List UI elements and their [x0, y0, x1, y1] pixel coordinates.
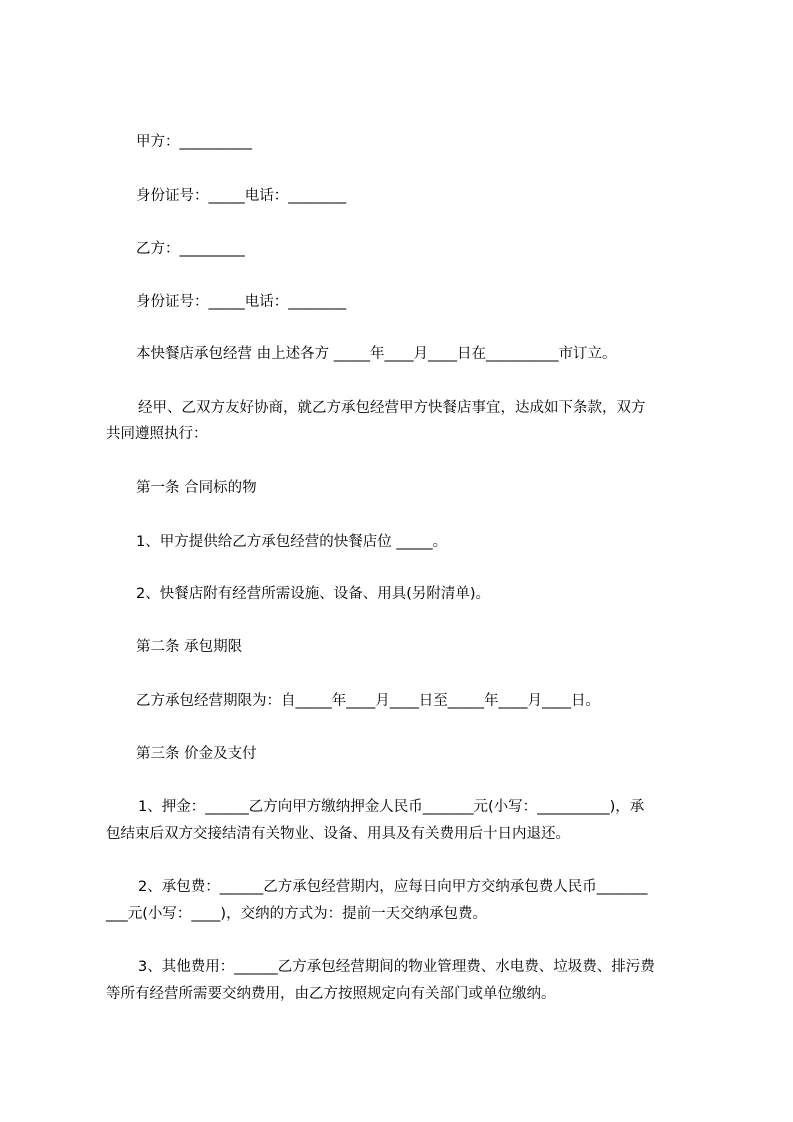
contract-fee-line-1: 2、承包费：______乙方承包经营期内，应每日向甲方交纳承包费人民币_______: [138, 879, 648, 895]
intro-paragraph-line-1: 经甲、乙双方友好协商，就乙方承包经营甲方快餐店事宜，达成如下条款，双方: [138, 400, 646, 416]
article-1-item-2: 2、快餐店附有经营所需设施、设备、用具(另附清单)。: [136, 586, 491, 602]
article-3-heading: 第三条 价金及支付: [136, 746, 257, 762]
deposit-line-1: 1、押金：______乙方向甲方缴纳押金人民币_______元(小写：__________)，承: [138, 799, 645, 815]
signing-line: 本快餐店承包经营 由上述各方 _____年____月____日在__________市订立。: [136, 346, 617, 362]
party-a-line: 甲方：__________: [136, 134, 252, 150]
deposit-line-2: 包结束后双方交接结清有关物业、设备、用具及有关费用后十日内退还。: [106, 826, 570, 842]
other-fees-line-2: 等所有经营所需要交纳费用，由乙方按照规定向有关部门或单位缴纳。: [106, 986, 556, 1002]
other-fees-line-1: 3、其他费用：______乙方承包经营期间的物业管理费、水电费、垃圾费、排污费: [138, 959, 655, 975]
party-a-id-phone-line: 身份证号：_____电话：________: [136, 188, 347, 204]
intro-paragraph-line-2: 共同遵照执行：: [106, 426, 208, 442]
contract-term-line: 乙方承包经营期限为：自_____年____月____日至_____年____月____日。: [136, 693, 600, 709]
party-b-line: 乙方：_________: [136, 241, 245, 257]
party-b-id-phone-line: 身份证号：_____电话：________: [136, 294, 347, 310]
article-1-heading: 第一条 合同标的物: [136, 480, 257, 496]
contract-fee-line-2: ___元(小写：____)，交纳的方式为：提前一天交纳承包费。: [106, 906, 488, 922]
article-1-item-1: 1、甲方提供给乙方承包经营的快餐店位 _____。: [136, 534, 448, 550]
article-2-heading: 第二条 承包期限: [136, 639, 243, 655]
